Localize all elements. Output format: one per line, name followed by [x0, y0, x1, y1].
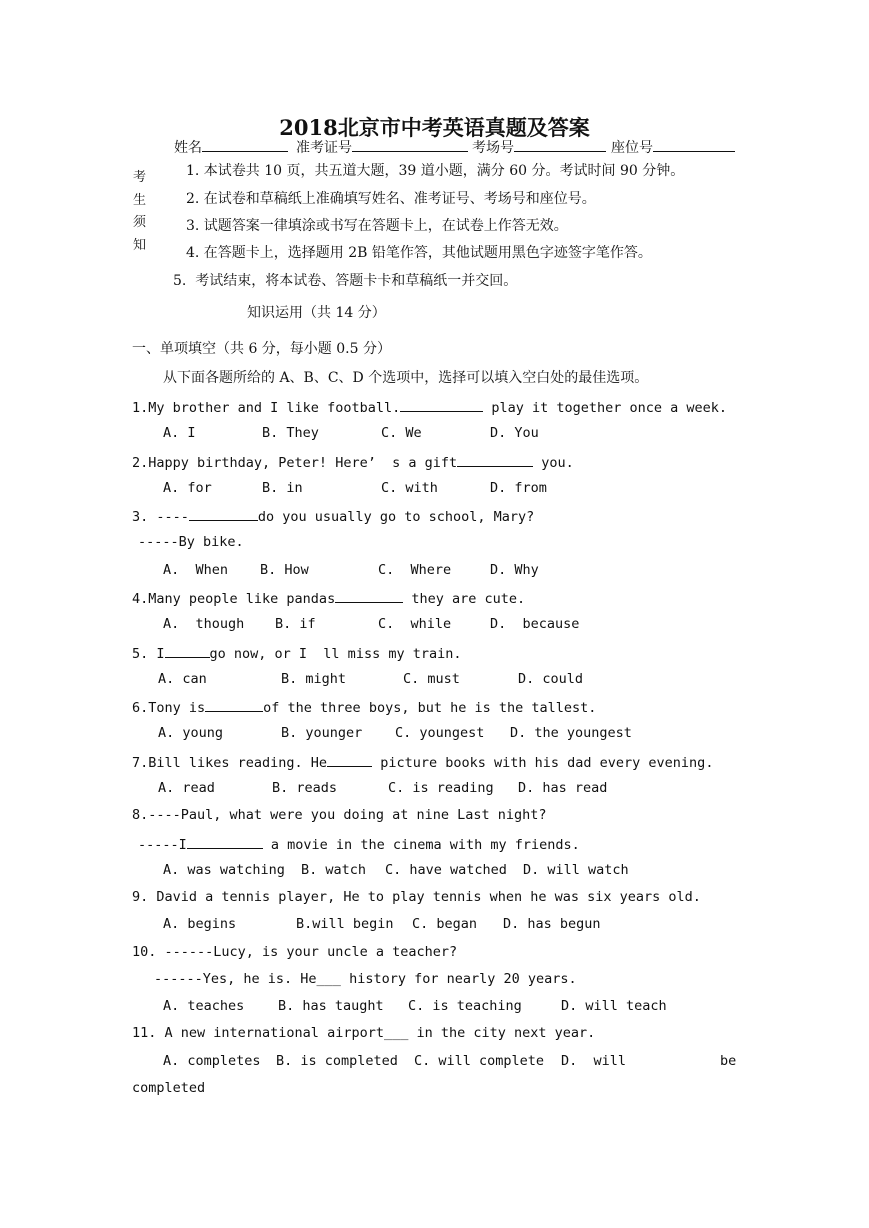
option: C. is teaching: [408, 998, 522, 1014]
option: B. if: [275, 616, 316, 632]
stem-text: 1.My brother and I like football.: [132, 400, 401, 416]
option-wrap-text: be: [720, 1053, 737, 1069]
option: B. is completed: [276, 1053, 398, 1069]
option: D. You: [490, 425, 539, 441]
option: C. Where: [378, 562, 452, 578]
option: D. Why: [490, 562, 539, 578]
stem-text: you.: [533, 455, 574, 471]
option: A. though: [163, 616, 245, 632]
notice-item: 2. 在试卷和草稿纸上准确填写姓名、准考证号、考场号和座位号。: [186, 191, 596, 207]
stem-text: they are cute.: [403, 591, 526, 607]
dialogue-reply: [138, 834, 580, 854]
option: B. in: [262, 480, 303, 496]
question-stem: 11. A new international airport___ in the city next year.: [132, 1025, 596, 1041]
option: A. young: [158, 725, 224, 741]
exam-id-label: 准考证号: [296, 140, 352, 156]
notice-label-char: 须: [133, 215, 147, 230]
question-stem: 9. David a tennis player, He to play tennis when he was six years old.: [132, 889, 701, 905]
part-instruction: 从下面各题所给的 A、B、C、D 个选项中，选择可以填入空白处的最佳选项。: [163, 370, 649, 386]
stem-text: a movie in the cinema with my friends.: [262, 837, 580, 853]
notice-item: 1. 本试卷共 10 页，共五道大题，39 道小题，满分 60 分。考试时间 90 分钟。: [186, 163, 685, 179]
stem-text: 5. I: [132, 646, 165, 662]
option: C. must: [403, 671, 460, 687]
option: B. younger: [281, 725, 363, 741]
exam-id-blank: [352, 137, 468, 152]
stem-text: picture books with his dad every evening.: [372, 755, 714, 771]
option: B.will begin: [296, 916, 394, 932]
question-stem: [132, 397, 727, 417]
option: C. with: [381, 480, 438, 496]
option-wrap-text: completed: [132, 1080, 206, 1096]
seat-label: 座位号: [611, 140, 653, 156]
notice-label-char: 知: [133, 238, 147, 253]
option: A. was watching: [163, 862, 285, 878]
option: C. We: [381, 425, 422, 441]
section-title: 知识运用（共 14 分）: [247, 305, 386, 321]
room-label: 考场号: [472, 140, 514, 156]
option: A. begins: [163, 916, 237, 932]
option: C. began: [412, 916, 478, 932]
stem-text: 6.Tony is: [132, 700, 206, 716]
option: C. have watched: [385, 862, 507, 878]
option: A. can: [158, 671, 207, 687]
stem-text: play it together once a week.: [483, 400, 728, 416]
stem-text: go now, or I ll miss my train.: [209, 646, 462, 662]
exam-id-field: [296, 137, 468, 157]
seat-blank: [653, 137, 735, 152]
notice-label-char: 生: [133, 193, 147, 208]
notice-item: 3. 试题答案一律填涂或书写在答题卡上，在试卷上作答无效。: [186, 218, 568, 234]
stem-text: 2.Happy birthday, Peter! Here’ s a gift: [132, 455, 458, 471]
option: B. might: [281, 671, 347, 687]
answer-blank: [400, 397, 483, 412]
option: D. from: [490, 480, 547, 496]
option: B. How: [260, 562, 309, 578]
notice-label-char: 考: [133, 170, 147, 185]
option: D. has begun: [503, 916, 601, 932]
option: D. has read: [518, 780, 608, 796]
stem-text: 4.Many people like pandas: [132, 591, 336, 607]
answer-blank: [327, 752, 372, 767]
option: B. They: [262, 425, 319, 441]
name-blank: [202, 137, 288, 152]
question-stem: [132, 506, 534, 526]
question-stem: 8.----Paul, what were you doing at nine Last night?: [132, 807, 547, 823]
question-stem: 10. ------Lucy, is your uncle a teacher?: [132, 944, 458, 960]
option: D. will watch: [523, 862, 629, 878]
option: C. youngest: [395, 725, 485, 741]
stem-text: do you usually go to school, Mary?: [257, 509, 535, 525]
option: A. read: [158, 780, 215, 796]
stem-text: 7.Bill likes reading. He: [132, 755, 328, 771]
option: B. watch: [301, 862, 367, 878]
part-title: 一、单项填空（共 6 分，每小题 0.5 分）: [132, 341, 391, 357]
option: D. could: [518, 671, 584, 687]
option: D. will: [561, 1053, 627, 1069]
option: C. while: [378, 616, 452, 632]
question-stem: [132, 452, 574, 472]
option: B. has taught: [278, 998, 384, 1014]
option: C. is reading: [388, 780, 494, 796]
question-stem: [132, 588, 525, 608]
dialogue-reply: -----By bike.: [138, 534, 244, 550]
dialogue-reply: ------Yes, he is. He___ history for nearly 20 years.: [154, 971, 577, 987]
stem-text: 3. ----: [132, 509, 189, 525]
name-label: 姓名: [174, 140, 202, 156]
option: B. reads: [272, 780, 338, 796]
option: D. because: [490, 616, 580, 632]
answer-blank: [165, 643, 210, 658]
option: A. I: [163, 425, 196, 441]
answer-blank: [189, 506, 258, 521]
option: A. When: [163, 562, 229, 578]
question-stem: [132, 643, 461, 663]
option: C. will complete: [414, 1053, 545, 1069]
notice-item: 5. 考试结束，将本试卷、答题卡卡和草稿纸一并交回。: [173, 273, 518, 289]
option: A. teaches: [163, 998, 245, 1014]
page-title: 2018北京市中考英语真题及答案: [279, 115, 590, 140]
option: A. for: [163, 480, 212, 496]
option: D. will teach: [561, 998, 667, 1014]
answer-blank: [205, 697, 263, 712]
question-stem: [132, 752, 713, 772]
room-field: [472, 137, 606, 157]
room-blank: [514, 137, 606, 152]
option: A. completes: [163, 1053, 261, 1069]
question-stem: [132, 697, 596, 717]
option: D. the youngest: [510, 725, 632, 741]
seat-field: [611, 137, 735, 157]
stem-text: of the three boys, but he is the tallest.: [263, 700, 597, 716]
stem-text: -----I: [138, 837, 187, 853]
answer-blank: [457, 452, 533, 467]
notice-item: 4. 在答题卡上，选择题用 2B 铅笔作答，其他试题用黑色字迹签字笔作答。: [186, 245, 652, 261]
answer-blank: [335, 588, 403, 603]
name-field: [174, 137, 288, 157]
answer-blank: [187, 834, 263, 849]
